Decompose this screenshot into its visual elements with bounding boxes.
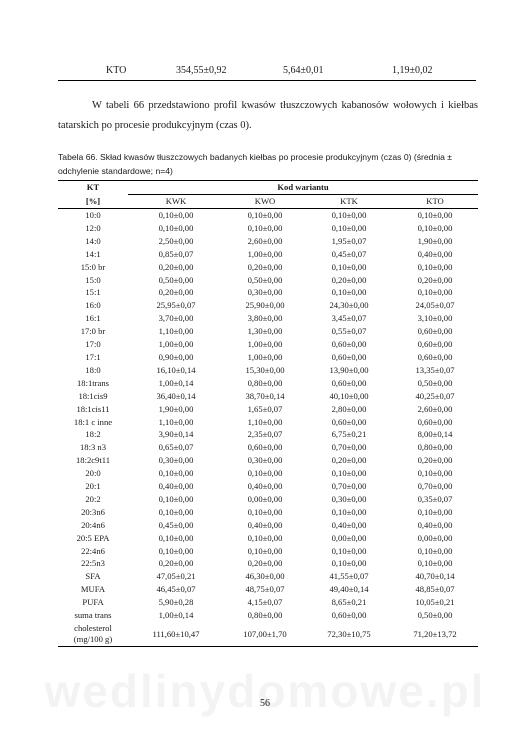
top-row-label: KTO — [106, 65, 127, 76]
value-cell: 71,20±13,72 — [392, 622, 478, 647]
value-cell: 0,60±0,00 — [331, 377, 367, 388]
table-row — [58, 609, 478, 622]
value-cell: 24,05±0,07 — [415, 300, 455, 311]
value-cell: 0,85±0,07 — [158, 248, 194, 259]
table-row — [58, 596, 478, 609]
value-cell: 3,45±0,07 — [331, 313, 367, 324]
value-cell: 0,10±0,00 — [247, 222, 283, 233]
table-row — [58, 299, 478, 312]
value-cell: 0,80±0,00 — [247, 610, 283, 621]
value-cell: 3,10±0,00 — [417, 313, 453, 324]
value-cell: 0,20±0,00 — [247, 261, 283, 272]
value-cell: 0,10±0,00 — [417, 287, 453, 298]
table-caption: Tabela 66. Skład kwasów tłuszczowych badanych kiełbas po procesie produkcyjnym (czas 0) (średnia ± odchylenie standardowe; n=4) — [58, 152, 453, 176]
value-cell: 15,30±0,00 — [245, 364, 285, 375]
value-cell: 25,90±0,00 — [245, 300, 285, 311]
value-cell: 1,00±0,14 — [158, 377, 194, 388]
value-cell: 0,20±0,00 — [417, 455, 453, 466]
value-cell: 0,70±0,00 — [331, 481, 367, 492]
kt-cell: 15:0 br — [80, 261, 106, 272]
value-cell: 49,40±0,14 — [329, 584, 369, 595]
top-row-value: 354,55±0,92 — [176, 65, 227, 76]
table-row — [58, 286, 478, 299]
value-cell: 0,40±0,00 — [158, 481, 194, 492]
table-header-row — [58, 181, 478, 195]
value-cell: 0,90±0,00 — [158, 351, 194, 362]
value-cell: 1,90±0,00 — [158, 403, 194, 414]
value-cell: 0,80±0,00 — [417, 442, 453, 453]
value-cell: 8,00±0,14 — [417, 429, 453, 440]
top-row-value: 5,64±0,01 — [283, 65, 324, 76]
value-cell: 0,10±0,00 — [158, 210, 194, 220]
group-header: Kod wariantu — [128, 181, 478, 195]
value-cell: 0,20±0,00 — [247, 558, 283, 569]
kt-cell: 20:1 — [85, 481, 101, 492]
kt-cell: 18:1cis9 — [78, 390, 108, 401]
value-cell: 0,10±0,00 — [331, 468, 367, 479]
value-cell: 1,00±0,00 — [247, 351, 283, 362]
table-row — [58, 364, 478, 377]
value-cell: 0,10±0,00 — [247, 506, 283, 517]
table-row — [58, 351, 478, 364]
value-cell: 0,10±0,00 — [417, 210, 453, 220]
kt-cell: 18:3 n3 — [79, 442, 107, 453]
value-cell: 0,10±0,00 — [247, 532, 283, 543]
value-cell: 0,10±0,00 — [158, 468, 194, 479]
column-header: KWO — [224, 195, 306, 209]
value-cell: 1,00±0,00 — [158, 339, 194, 350]
kt-cell: 17:0 — [85, 339, 101, 350]
kt-header: KT — [58, 181, 128, 195]
table-row — [58, 325, 478, 338]
kt-cell: MUFA — [80, 584, 106, 595]
value-cell: 40,70±0,14 — [415, 571, 455, 582]
value-cell: 46,45±0,07 — [156, 584, 196, 595]
value-cell: 0,60±0,00 — [331, 416, 367, 427]
kt-cell: 18:1trans — [77, 377, 109, 388]
value-cell: 0,10±0,00 — [331, 287, 367, 298]
kt-cell: 18:1 c inne — [73, 416, 113, 427]
value-cell: 48,85±0,07 — [415, 584, 455, 595]
value-cell: 0,10±0,00 — [417, 558, 453, 569]
fatty-acid-table — [58, 180, 478, 647]
value-cell: 0,10±0,00 — [331, 558, 367, 569]
value-cell: 0,20±0,00 — [158, 558, 194, 569]
kt-cell: 15:0 — [85, 274, 101, 285]
value-cell: 41,55±0,07 — [329, 571, 369, 582]
value-cell: 0,50±0,00 — [158, 274, 194, 285]
kt-cell: 15:1 — [85, 287, 101, 298]
value-cell: 0,10±0,00 — [158, 545, 194, 556]
kt-cell-line: cholesterol — [74, 623, 112, 633]
table-row-cholesterol — [58, 622, 478, 647]
value-cell: 72,30±10,75 — [306, 622, 392, 647]
kt-cell: 20:4n6 — [81, 519, 105, 530]
kt-cell: 12:0 — [85, 222, 101, 233]
value-cell: 0,10±0,00 — [417, 222, 453, 233]
value-cell: 0,10±0,00 — [158, 493, 194, 504]
table-subheader-row — [58, 195, 478, 209]
kt-cell: 20:5 EPA — [76, 532, 110, 543]
value-cell: 48,75±0,07 — [245, 584, 285, 595]
table-row — [58, 248, 478, 261]
value-cell: 0,60±0,00 — [417, 416, 453, 427]
kt-cell: 16:1 — [85, 313, 101, 324]
kt-cell: 18:1cis11 — [76, 403, 110, 414]
kt-cell: 22:5n3 — [81, 558, 105, 569]
value-cell: 1,90±0,00 — [417, 235, 453, 246]
table-row — [58, 519, 478, 532]
kt-cell: 18:2 — [85, 429, 101, 440]
value-cell: 0,30±0,00 — [247, 287, 283, 298]
kt-cell — [58, 622, 128, 647]
value-cell: 0,40±0,00 — [331, 519, 367, 530]
value-cell: 4,15±0,07 — [247, 597, 283, 608]
value-cell: 1,65±0,07 — [247, 403, 283, 414]
table-row — [58, 377, 478, 390]
kt-unit: [%] — [58, 195, 128, 209]
table-row — [58, 532, 478, 545]
value-cell: 0,40±0,00 — [247, 519, 283, 530]
table-row — [58, 557, 478, 570]
table-row — [58, 506, 478, 519]
value-cell: 13,35±0,07 — [415, 364, 455, 375]
table-row — [58, 428, 478, 441]
table-row — [58, 261, 478, 274]
value-cell: 0,20±0,00 — [331, 455, 367, 466]
previous-table-last-row — [58, 60, 476, 81]
table-row — [58, 467, 478, 480]
value-cell: 8,65±0,21 — [331, 597, 367, 608]
value-cell: 0,30±0,00 — [247, 455, 283, 466]
value-cell: 0,10±0,00 — [331, 222, 367, 233]
value-cell: 0,40±0,00 — [417, 248, 453, 259]
value-cell: 16,10±0,14 — [156, 364, 196, 375]
value-cell: 3,80±0,00 — [247, 313, 283, 324]
value-cell: 0,00±0,00 — [331, 532, 367, 543]
value-cell: 0,60±0,00 — [417, 339, 453, 350]
value-cell: 0,10±0,00 — [247, 468, 283, 479]
value-cell: 0,10±0,00 — [331, 545, 367, 556]
table-row — [58, 570, 478, 583]
kt-cell: PUFA — [82, 597, 104, 608]
column-header: KTO — [392, 195, 478, 209]
kt-cell-line: (mg/100 g) — [73, 634, 113, 644]
value-cell: 2,35±0,07 — [247, 429, 283, 440]
value-cell: 0,10±0,00 — [331, 506, 367, 517]
value-cell: 0,10±0,00 — [417, 545, 453, 556]
value-cell: 0,10±0,00 — [417, 261, 453, 272]
value-cell: 2,50±0,00 — [158, 235, 194, 246]
table-row — [58, 545, 478, 558]
table-row — [58, 209, 478, 222]
table-row — [58, 390, 478, 403]
value-cell: 0,60±0,00 — [331, 339, 367, 350]
value-cell: 0,70±0,00 — [417, 481, 453, 492]
table-row — [58, 441, 478, 454]
kt-cell: 20:3n6 — [81, 506, 105, 517]
column-header: KTK — [306, 195, 392, 209]
body-paragraph — [58, 96, 478, 136]
value-cell: 0,00±0,00 — [417, 532, 453, 543]
value-cell: 3,90±0,14 — [158, 429, 194, 440]
table-row — [58, 480, 478, 493]
table-row — [58, 338, 478, 351]
value-cell: 6,75±0,21 — [331, 429, 367, 440]
value-cell: 0,60±0,00 — [331, 610, 367, 621]
value-cell: 0,45±0,07 — [331, 248, 367, 259]
value-cell: 0,10±0,00 — [158, 222, 194, 233]
value-cell: 0,60±0,00 — [247, 442, 283, 453]
kt-cell: 10:0 — [85, 210, 101, 220]
value-cell: 1,30±0,00 — [247, 326, 283, 337]
value-cell: 0,70±0,00 — [331, 442, 367, 453]
value-cell: 0,30±0,00 — [158, 455, 194, 466]
value-cell: 0,60±0,00 — [417, 326, 453, 337]
kt-cell: 16:0 — [85, 300, 101, 311]
value-cell: 0,40±0,00 — [247, 481, 283, 492]
kt-cell: 18:2c9t11 — [75, 455, 111, 466]
kt-cell: 14:1 — [85, 248, 101, 259]
value-cell: 13,90±0,00 — [329, 364, 369, 375]
kt-cell: 20:0 — [85, 468, 101, 479]
value-cell: 0,10±0,00 — [247, 210, 283, 220]
paragraph-text: W tabeli 66 przedstawiono profil kwasów tłuszczowych kabanosów wołowych i kiełbas tatarskich po procesie produkcyjnym (czas 0). — [58, 100, 478, 131]
value-cell: 0,60±0,00 — [331, 351, 367, 362]
table-row — [58, 235, 478, 248]
value-cell: 0,00±0,00 — [247, 493, 283, 504]
table-row — [58, 403, 478, 416]
value-cell: 0,65±0,07 — [158, 442, 194, 453]
value-cell: 0,10±0,00 — [158, 506, 194, 517]
table-row — [58, 493, 478, 506]
value-cell: 0,20±0,00 — [417, 274, 453, 285]
value-cell: 0,10±0,00 — [417, 506, 453, 517]
value-cell: 0,20±0,00 — [158, 287, 194, 298]
table-row — [58, 583, 478, 596]
value-cell: 0,10±0,00 — [417, 468, 453, 479]
value-cell: 2,60±0,00 — [247, 235, 283, 246]
value-cell: 0,20±0,00 — [331, 274, 367, 285]
value-cell: 1,95±0,07 — [331, 235, 367, 246]
value-cell: 36,40±0,14 — [156, 390, 196, 401]
page-number: 56 — [260, 698, 270, 709]
value-cell: 0,45±0,00 — [158, 519, 194, 530]
value-cell: 0,40±0,00 — [417, 519, 453, 530]
value-cell: 0,60±0,00 — [417, 351, 453, 362]
kt-cell: suma trans — [74, 610, 112, 621]
table-row — [58, 454, 478, 467]
value-cell: 40,10±0,00 — [329, 390, 369, 401]
value-cell: 1,00±0,00 — [247, 339, 283, 350]
value-cell: 0,80±0,00 — [247, 377, 283, 388]
value-cell: 46,30±0,00 — [245, 571, 285, 582]
value-cell: 1,00±0,00 — [247, 248, 283, 259]
table-row — [58, 312, 478, 325]
kt-cell: 18:0 — [85, 364, 101, 375]
value-cell: 0,10±0,00 — [331, 261, 367, 272]
value-cell: 2,60±0,00 — [417, 403, 453, 414]
kt-cell: 17:0 br — [80, 326, 106, 337]
value-cell: 0,55±0,07 — [331, 326, 367, 337]
value-cell: 1,00±0,14 — [158, 610, 194, 621]
value-cell: 1,10±0,00 — [158, 416, 194, 427]
value-cell: 5,90±0,28 — [158, 597, 194, 608]
top-row-value: 1,19±0,02 — [392, 65, 433, 76]
value-cell: 38,70±0,14 — [245, 390, 285, 401]
kt-cell: SFA — [85, 571, 101, 582]
kt-cell: 17:1 — [85, 351, 101, 362]
value-cell: 2,80±0,00 — [331, 403, 367, 414]
value-cell: 1,10±0,00 — [247, 416, 283, 427]
kt-cell: 14:0 — [85, 235, 101, 246]
value-cell: 0,50±0,00 — [417, 377, 453, 388]
value-cell: 10,05±0,21 — [415, 597, 455, 608]
value-cell: 111,60±10,47 — [128, 622, 224, 647]
value-cell: 0,10±0,00 — [331, 210, 367, 220]
watermark — [0, 664, 530, 718]
value-cell: 3,70±0,00 — [158, 313, 194, 324]
table-row — [58, 222, 478, 235]
value-cell: 47,05±0,21 — [156, 571, 196, 582]
value-cell: 107,00±1,70 — [224, 622, 306, 647]
column-header: KWK — [128, 195, 224, 209]
value-cell: 0,20±0,00 — [158, 261, 194, 272]
value-cell: 0,30±0,00 — [331, 493, 367, 504]
value-cell: 0,10±0,00 — [247, 545, 283, 556]
kt-cell: 22:4n6 — [81, 545, 105, 556]
value-cell: 0,50±0,00 — [417, 610, 453, 621]
kt-cell: 20:2 — [85, 493, 101, 504]
value-cell: 25,95±0,07 — [156, 300, 196, 311]
value-cell: 24,30±0,00 — [329, 300, 369, 311]
value-cell: 40,25±0,07 — [415, 390, 455, 401]
value-cell: 0,10±0,00 — [158, 532, 194, 543]
table-row — [58, 274, 478, 287]
value-cell: 0,50±0,00 — [247, 274, 283, 285]
value-cell: 1,10±0,00 — [158, 326, 194, 337]
value-cell: 0,35±0,07 — [417, 493, 453, 504]
table-row — [58, 416, 478, 429]
